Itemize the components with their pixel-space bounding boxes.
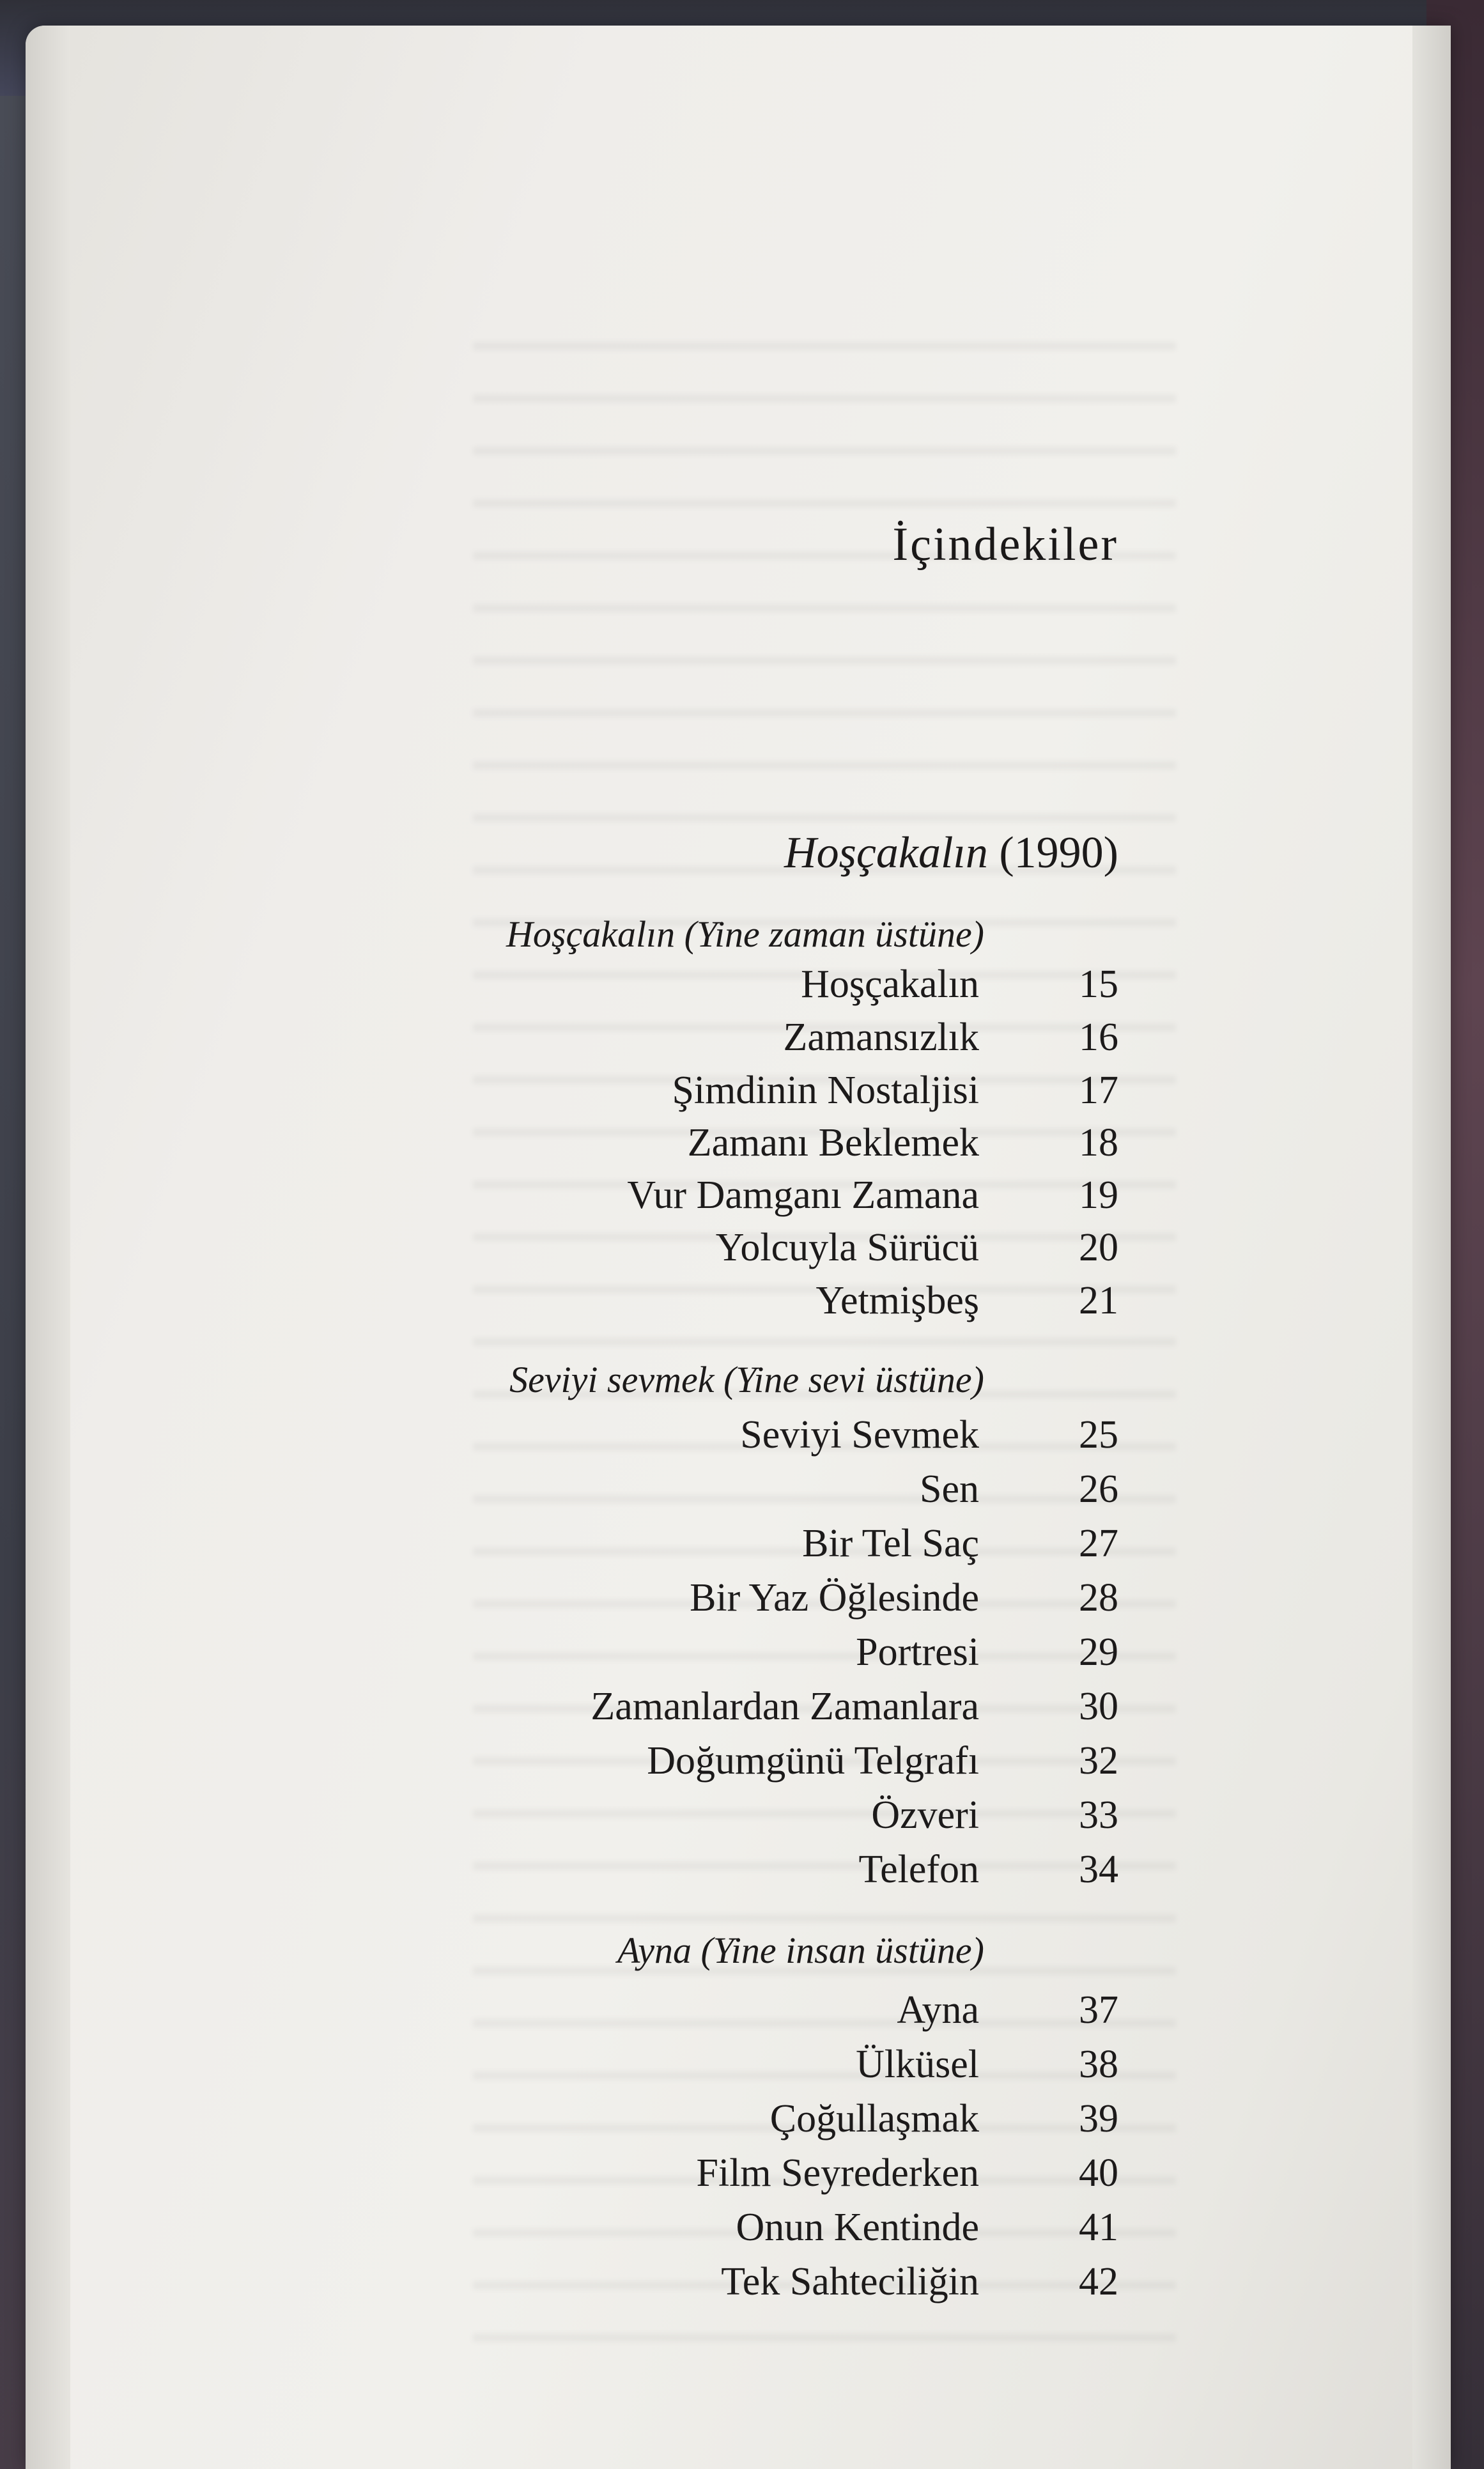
toc-entry [26, 1738, 1451, 1790]
toc-entry [26, 1225, 1451, 1276]
entry-page-number: 42 [1079, 2260, 1118, 2303]
toc-entry [26, 1173, 1451, 1224]
entry-page-number: 17 [1079, 1069, 1118, 1112]
entry-title: Doğumgünü Telgrafı [647, 1739, 979, 1783]
entry-page-number: 18 [1079, 1121, 1118, 1165]
entry-title: Özveri [871, 1793, 979, 1837]
entry-title: Yolcuyla Sürücü [715, 1226, 979, 1269]
entry-title: Tek Sahteciliğin [721, 2260, 979, 2303]
entry-page-number: 41 [1079, 2206, 1118, 2249]
entry-title: Seviyi Sevmek [740, 1413, 979, 1457]
toc-entry [26, 1847, 1451, 1898]
entry-title: Bir Yaz Öğlesinde [690, 1576, 979, 1620]
toc-entry [26, 1575, 1451, 1627]
entry-title: Onun Kentinde [736, 2206, 979, 2249]
toc-entry [26, 2096, 1451, 2148]
book-title [784, 828, 1118, 879]
section-heading: Seviyi sevmek (Yine sevi üstüne) [509, 1359, 984, 1400]
book-page [26, 26, 1451, 2469]
entry-page-number: 37 [1079, 1988, 1118, 2032]
toc-entry [26, 1684, 1451, 1735]
entry-title: Telefon [858, 1848, 979, 1891]
toc-entry [26, 1521, 1451, 1572]
toc-entry [26, 962, 1451, 1013]
toc-entry [26, 1467, 1451, 1518]
entry-page-number: 21 [1079, 1279, 1118, 1322]
toc-entry [26, 2042, 1451, 2093]
toc-entry [26, 1120, 1451, 1172]
toc-entry [26, 2151, 1451, 2202]
entry-page-number: 16 [1079, 1016, 1118, 1059]
toc-entry [26, 1413, 1451, 1464]
entry-title: Bir Tel Saç [802, 1522, 979, 1565]
entry-page-number: 26 [1079, 1467, 1118, 1511]
entry-page-number: 32 [1079, 1739, 1118, 1783]
entry-page-number: 34 [1079, 1848, 1118, 1891]
entry-page-number: 30 [1079, 1685, 1118, 1728]
entry-title: Vur Damganı Zamana [627, 1173, 979, 1217]
entry-title: Ayna [897, 1988, 979, 2032]
entry-title: Yetmişbeş [815, 1279, 979, 1322]
entry-page-number: 20 [1079, 1226, 1118, 1269]
entry-title: Film Seyrederken [696, 2151, 979, 2195]
toc-title: İçindekiler [892, 518, 1118, 571]
entry-title: Zamansızlık [783, 1016, 979, 1059]
toc-entry [26, 1988, 1451, 2039]
entry-page-number: 39 [1079, 2097, 1118, 2140]
entry-page-number: 28 [1079, 1576, 1118, 1620]
table-of-contents [26, 26, 1451, 2469]
entry-title: Hoşçakalın [801, 963, 979, 1006]
entry-title: Portresi [856, 1630, 979, 1674]
book-name: Hoşçakalın [784, 828, 988, 878]
toc-entry [26, 1068, 1451, 1119]
toc-entry [26, 1015, 1451, 1066]
toc-entry [26, 1630, 1451, 1681]
section-heading: Hoşçakalın (Yine zaman üstüne) [506, 913, 984, 955]
toc-entry [26, 1793, 1451, 1844]
toc-entry [26, 2205, 1451, 2256]
entry-title: Çoğullaşmak [769, 2097, 979, 2140]
entry-page-number: 19 [1079, 1173, 1118, 1217]
toc-entry [26, 2259, 1451, 2310]
entry-page-number: 38 [1079, 2043, 1118, 2086]
toc-entry [26, 1278, 1451, 1329]
entry-page-number: 15 [1079, 963, 1118, 1006]
entry-title: Şimdinin Nostaljisi [672, 1069, 979, 1112]
entry-page-number: 33 [1079, 1793, 1118, 1837]
entry-title: Ülküsel [856, 2043, 979, 2086]
section-heading: Ayna (Yine insan üstüne) [617, 1930, 984, 1971]
entry-page-number: 29 [1079, 1630, 1118, 1674]
entry-page-number: 27 [1079, 1522, 1118, 1565]
entry-title: Zamanlardan Zamanlara [591, 1685, 979, 1728]
entry-title: Sen [920, 1467, 979, 1511]
entry-page-number: 40 [1079, 2151, 1118, 2195]
entry-page-number: 25 [1079, 1413, 1118, 1457]
entry-title: Zamanı Beklemek [687, 1121, 979, 1165]
book-year: (1990) [999, 828, 1118, 878]
